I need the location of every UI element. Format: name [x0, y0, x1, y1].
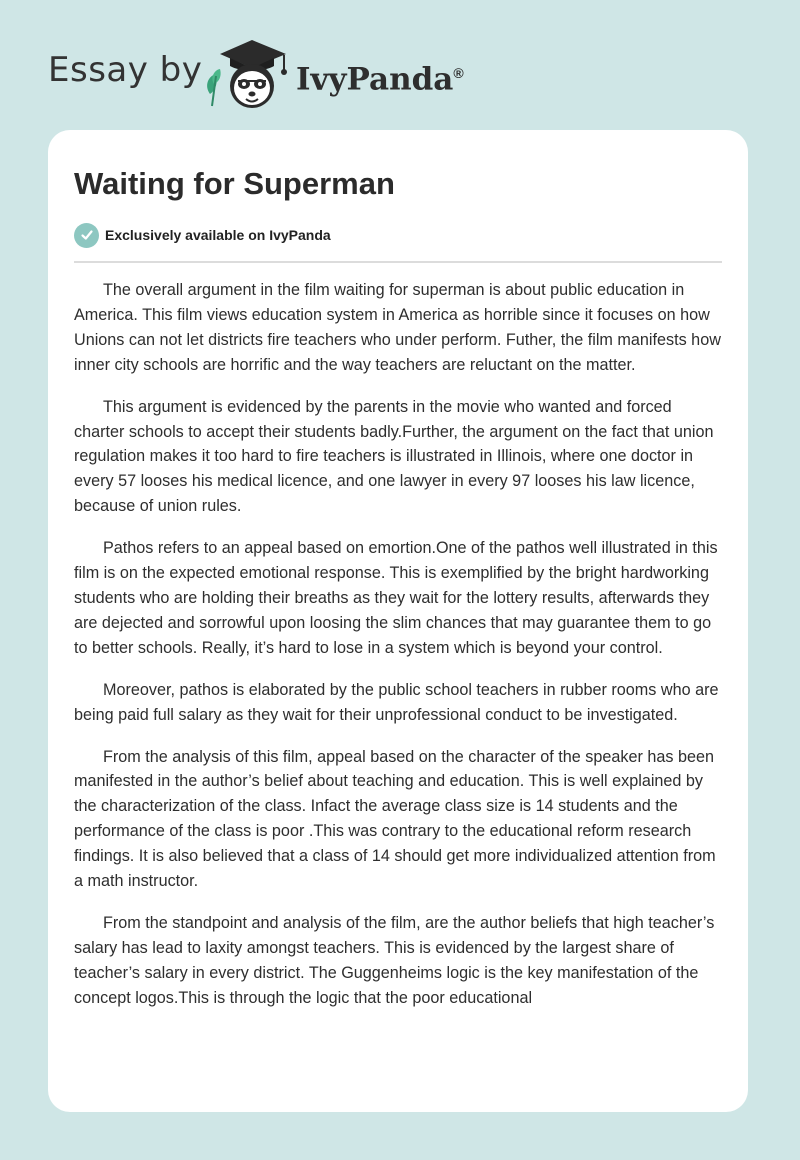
essay-card	[48, 130, 748, 1112]
essay-paragraph: The overall argument in the film waiting for superman is about public education in America. This film views education system in America as horrible since it focuses on how Unions can not let districts fire teachers who under perform. Futher, the film manifests how inner city schools are horrific and the way teachers are reluctant on the matter.	[74, 281, 721, 374]
page-title: Waiting for Superman	[74, 166, 395, 201]
panda-logo-icon[interactable]	[200, 36, 292, 110]
site-header	[0, 0, 800, 130]
exclusive-badge-label: Exclusively available on IvyPanda	[105, 227, 331, 243]
essay-paragraph: This argument is evidenced by the parents in the movie who wanted and forced charter schools to accept their students badly.Further, the argument on the fact that union regulation makes it too hard to fire teachers is illustrated in Illinois, where one doctor in every 57 looses his medical licence, and one lawyer in every 97 looses his law licence, because of union rules.	[74, 397, 714, 516]
essay-paragraph: From the standpoint and analysis of the film, are the author beliefs that high teacher’s salary has lead to laxity amongst teachers. This is evidenced by the largest share of teacher’s salary in every district. The Guggenheims logic is the key manifestation of the concept logos.This is through the logic that the poor educational	[74, 913, 715, 1007]
divider	[74, 261, 722, 263]
registered-mark: ®	[453, 65, 464, 81]
checkmark-icon	[74, 223, 99, 248]
essay-by-label: Essay by	[48, 50, 203, 90]
exclusive-badge	[74, 222, 331, 248]
brand-text: IvyPanda	[296, 61, 454, 98]
essay-paragraph: Moreover, pathos is elaborated by the public school teachers in rubber rooms who are being paid full salary as they wait for their unprofessional conduct to be investigated.	[74, 680, 719, 724]
ivy-leaf-icon	[207, 69, 221, 106]
essay-paragraph: Pathos refers to an appeal based on emortion.One of the pathos well illustrated in this film is on the expected emotional response. This is exemplified by the bright hardworking students who are holding their breaths as they wait for the lottery results, afterwards they are dejected and sorrowful upon loosing the slim chances that may guarantee them to go to better schools. Really, it’s hard to lose in a system which is beyond your control.	[74, 539, 718, 657]
brand-name[interactable]	[296, 53, 464, 99]
essay-body	[74, 278, 724, 1028]
essay-paragraph: From the analysis of this film, appeal based on the character of the speaker has been manifested in the author’s belief about teaching and education. This is well explained by the characterization of the class. Infact the average class size is 14 students and the performance of the class is poor .This was contrary to the educational reform research findings. It is also believed that a class of 14 should get more individualized attention from a math instructor.	[74, 747, 716, 891]
